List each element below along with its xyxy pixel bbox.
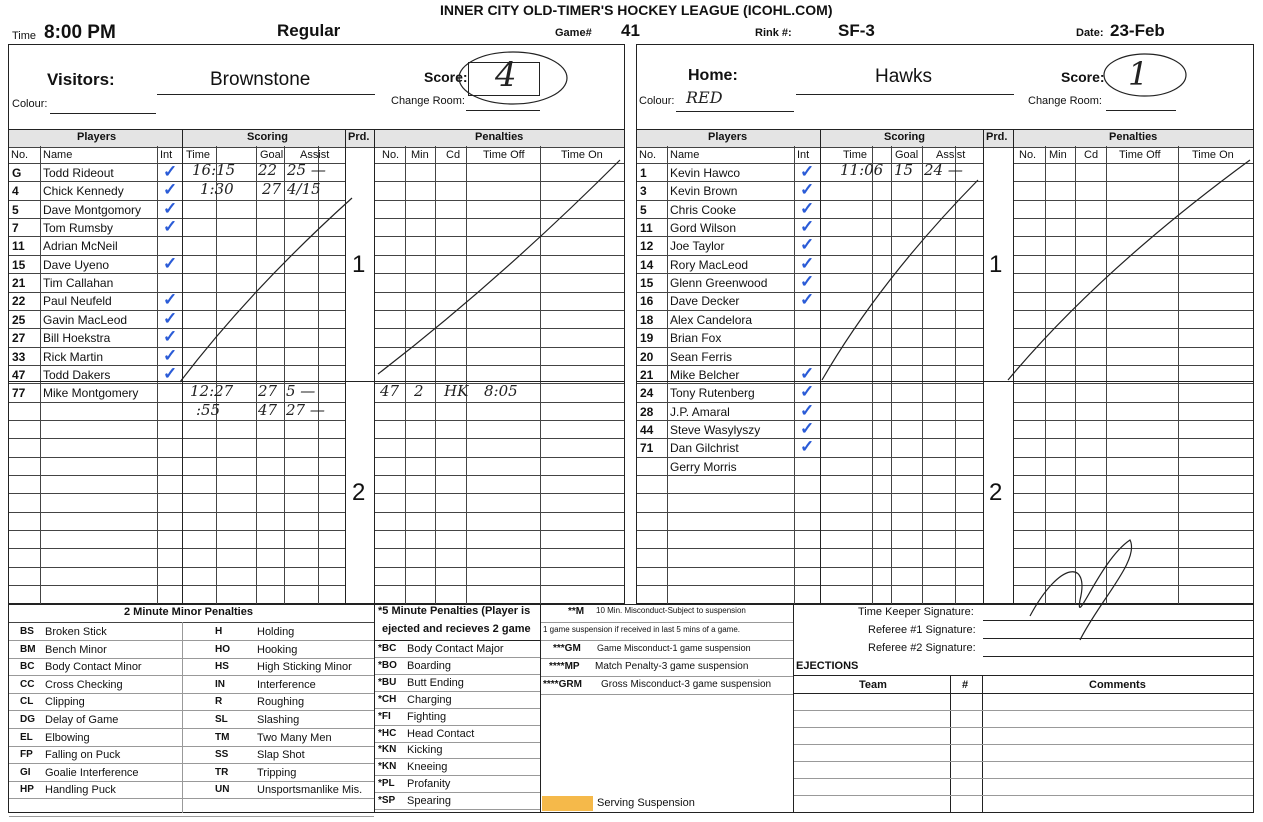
ejections-title: EJECTIONS <box>796 660 859 672</box>
row-line <box>794 710 1253 711</box>
v-col-min: Min <box>411 149 429 161</box>
v-penalties-header: Penalties <box>475 131 524 143</box>
penalty-label: Cross Checking <box>45 678 123 691</box>
checkmark-icon: ✓ <box>800 253 815 273</box>
checkmark-icon: ✓ <box>163 217 178 237</box>
penalty-label: Handling Puck <box>45 784 116 797</box>
misconduct-mp-code: ****MP <box>549 661 580 672</box>
row-line <box>541 676 793 677</box>
player-name: Mike Belcher <box>670 367 740 382</box>
ejections-col-team: Team <box>859 679 887 691</box>
v-col-name: Name <box>43 149 73 161</box>
player-number: 19 <box>640 331 654 346</box>
player-name: Todd Dakers <box>43 367 111 382</box>
player-number: 1 <box>640 166 647 180</box>
penalty-label: Slashing <box>257 714 300 726</box>
player-number: 3 <box>640 184 647 199</box>
penalty-code: BS <box>20 626 34 637</box>
penalty-code: *CH <box>378 693 397 705</box>
rink-label: Rink #: <box>755 27 792 39</box>
player-name: Alex Candelora <box>670 312 753 327</box>
penalty-code: HP <box>20 784 34 796</box>
penalty-label: Goalie Interference <box>45 766 139 779</box>
h-col-int: Int <box>797 149 810 161</box>
checkmark-icon: ✓ <box>800 437 815 457</box>
penalty-code: SL <box>215 714 228 725</box>
v-col-int: Int <box>160 149 173 161</box>
game-type: Regular <box>277 21 341 40</box>
v-goal1-time: 16:15 <box>192 161 236 179</box>
checkmark-icon: ✓ <box>800 363 815 383</box>
checkmark-icon: ✓ <box>800 290 815 310</box>
v-goal4-time: :55 <box>196 401 221 419</box>
row-line <box>541 658 793 659</box>
player-number: 77 <box>12 386 26 401</box>
player-name: Brian Fox <box>670 331 722 346</box>
row-line <box>541 640 793 641</box>
misconduct-m-text2: 1 game suspension if received in last 5 mins of a game. <box>543 625 740 634</box>
player-number: 15 <box>640 276 654 291</box>
penalty-code: IN <box>215 678 225 690</box>
penalty-code: HO <box>215 643 230 655</box>
h-scoring-header: Scoring <box>884 131 925 143</box>
player-number: 18 <box>640 312 654 327</box>
v-goal3-time: 12:27 <box>190 382 234 400</box>
rink-value: SF-3 <box>838 21 875 40</box>
player-name: Rick Martin <box>43 349 104 364</box>
misconduct-mp-text: Match Penalty-3 game suspension <box>595 661 749 672</box>
player-number: 47 <box>12 367 26 382</box>
penalty-code: TR <box>215 766 229 778</box>
v-goal3-assist: 5 — <box>286 382 316 400</box>
v-goal2-assist: 4/15 <box>287 180 321 198</box>
penalty-code: BM <box>20 643 36 655</box>
player-number: 28 <box>640 404 654 419</box>
row-line <box>375 640 540 641</box>
player-name: Gord Wilson <box>670 221 737 236</box>
penalty-code: *HC <box>378 727 397 739</box>
game-label: Game# <box>555 27 592 39</box>
h-col-timeoff: Time Off <box>1119 149 1161 161</box>
penalty-label: Delay of Game <box>45 714 119 726</box>
v-col-cd: Cd <box>446 149 461 161</box>
penalty-label: High Sticking Minor <box>257 661 352 674</box>
minor-title: 2 Minute Minor Penalties <box>124 606 253 618</box>
player-name: Tom Rumsby <box>43 221 114 236</box>
penalty-label: Falling on Puck <box>45 749 121 762</box>
penalty-code: HS <box>215 661 229 673</box>
penalty-code: H <box>215 626 223 637</box>
serving-label: Serving Suspension <box>597 797 695 809</box>
v-col-timeon: Time On <box>561 149 603 161</box>
v-col-assist: Assist <box>300 149 330 161</box>
h-prd-header: Prd. <box>986 131 1008 143</box>
penalty-label: Interference <box>257 678 316 691</box>
penalty-code: UN <box>215 784 230 796</box>
h-col-no: No. <box>639 149 657 161</box>
penalty-label: Broken Stick <box>45 626 107 638</box>
player-number: 14 <box>640 257 654 272</box>
penalty-label: Holding <box>257 626 295 638</box>
player-number: 33 <box>12 349 26 364</box>
penalty-label: Profanity <box>407 778 451 791</box>
player-number: 44 <box>640 422 654 437</box>
player-number: 71 <box>640 441 654 456</box>
checkmark-icon: ✓ <box>800 382 815 402</box>
penalty-label: Boarding <box>407 659 452 672</box>
player-name: Gavin MacLeod <box>43 312 128 327</box>
penalty-code: *BO <box>378 659 397 671</box>
penalty-label: Head Contact <box>407 727 475 740</box>
misconduct-gm-text: Game Misconduct-1 game suspension <box>597 643 751 653</box>
row-line <box>9 693 374 694</box>
penalty-code: GI <box>20 766 31 778</box>
player-name: Sean Ferris <box>670 349 733 364</box>
checkmark-icon: ✓ <box>800 400 815 420</box>
h-col-assist: Assist <box>936 149 966 161</box>
penalty-code: *BC <box>378 643 397 654</box>
v-pen1-cd: HK <box>444 382 469 400</box>
player-number: 22 <box>12 294 26 309</box>
checkmark-icon: ✓ <box>800 418 815 438</box>
player-number: 5 <box>640 202 647 217</box>
row-line <box>794 727 1253 728</box>
game-date: 23-Feb <box>1110 21 1165 40</box>
timekeeper-label: Time Keeper Signature: <box>858 606 974 618</box>
row-line <box>375 708 540 709</box>
date-label: Date: <box>1076 27 1104 39</box>
game-number: 41 <box>621 21 640 40</box>
player-name: Glenn Greenwood <box>670 276 768 291</box>
checkmark-icon: ✓ <box>163 290 178 310</box>
row-line <box>541 694 793 695</box>
v-prd-header: Prd. <box>348 131 370 143</box>
player-name: Dave Decker <box>670 294 740 309</box>
row-line <box>9 640 374 641</box>
row-line <box>9 816 374 817</box>
player-number: 21 <box>640 367 654 382</box>
player-number: 5 <box>12 202 19 217</box>
player-number: 12 <box>640 239 654 254</box>
penalty-code: TM <box>215 731 230 743</box>
h-goal1-assist: 24 — <box>924 161 963 179</box>
player-name: Chick Kennedy <box>43 184 124 199</box>
misconduct-m-code: **M <box>568 606 585 617</box>
checkmark-icon: ✓ <box>163 327 178 347</box>
player-number: 4 <box>12 184 19 199</box>
player-name: Paul Neufeld <box>43 294 112 309</box>
h-goal1-goal: 15 <box>894 161 914 179</box>
visitors-colour-label: Colour: <box>12 98 48 110</box>
penalty-label: Two Many Men <box>257 731 332 744</box>
row-line <box>9 658 374 659</box>
penalty-code: SS <box>215 749 229 761</box>
v-col-no: No. <box>11 149 29 161</box>
v-goal1-assist: 25 — <box>287 161 326 179</box>
player-number: 20 <box>640 349 654 364</box>
h-period-1: 1 <box>989 251 1003 278</box>
penalty-code: EL <box>20 731 33 743</box>
home-team[interactable]: Hawks <box>875 66 933 87</box>
player-number: 11 <box>640 221 653 236</box>
home-colour-label: Colour: <box>639 95 675 107</box>
h-goal1-time: 11:06 <box>840 161 884 179</box>
v-col-timeoff: Time Off <box>483 149 525 161</box>
penalty-code: *FI <box>378 710 391 722</box>
row-line <box>9 781 374 782</box>
major-title-1: *5 Minute Penalties (Player is <box>378 605 531 617</box>
player-number: 7 <box>12 221 19 236</box>
row-line <box>794 795 1253 796</box>
checkmark-icon: ✓ <box>800 235 815 255</box>
row-line <box>794 778 1253 779</box>
player-name: Tony Rutenberg <box>670 386 755 401</box>
penalty-label: Slap Shot <box>257 749 305 762</box>
ejections-col-comments: Comments <box>1089 679 1146 691</box>
v-col-time: Time <box>186 149 211 161</box>
penalty-label: Butt Ending <box>407 676 464 689</box>
penalty-label: Clipping <box>45 696 85 709</box>
v-pen1-min: 2 <box>414 382 424 400</box>
checkmark-icon: ✓ <box>800 272 815 292</box>
player-number: 27 <box>12 331 26 346</box>
row-line <box>541 622 793 623</box>
h-col-goal: Goal <box>895 149 919 161</box>
player-name: Mike Montgomery <box>43 386 139 401</box>
v-pen1-timeoff: 8:05 <box>484 382 518 400</box>
ref1-label: Referee #1 Signature: <box>868 624 976 636</box>
v-goal4-assist: 27 — <box>286 401 325 419</box>
checkmark-icon: ✓ <box>800 217 815 237</box>
visitors-label: Visitors: <box>47 70 115 89</box>
penalty-code: CC <box>20 678 35 690</box>
misconduct-grm-text: Gross Misconduct-3 game suspension <box>601 679 772 690</box>
home-change-room-label: Change Room: <box>1028 95 1102 107</box>
penalty-label: Hooking <box>257 643 298 656</box>
game-time: 8:00 PM <box>44 22 116 43</box>
row-line <box>9 728 374 729</box>
row-line <box>375 742 540 743</box>
row-line <box>794 761 1253 762</box>
checkmark-icon: ✓ <box>163 253 178 273</box>
row-line <box>9 675 374 676</box>
checkmark-icon: ✓ <box>163 363 178 383</box>
col-line <box>182 622 183 813</box>
penalty-label: Bench Minor <box>45 643 107 656</box>
penalty-label: Body Contact Minor <box>45 661 142 674</box>
player-name: Dave Uyeno <box>43 257 110 272</box>
visitors-score-label: Score: <box>424 69 468 85</box>
h-col-min: Min <box>1049 149 1067 161</box>
misconduct-gm-code: ***GM <box>553 643 581 654</box>
h-penalties-header: Penalties <box>1109 131 1158 143</box>
penalty-label: Body Contact Major <box>407 643 504 655</box>
player-number: 16 <box>640 294 654 309</box>
v-period-2: 2 <box>352 479 366 506</box>
visitors-change-room-label: Change Room: <box>391 95 465 107</box>
row-line <box>9 798 374 799</box>
v-goal3-goal: 27 <box>258 382 278 400</box>
home-label: Home: <box>688 67 738 84</box>
player-number: 11 <box>12 239 25 254</box>
checkmark-icon: ✓ <box>800 162 815 181</box>
penalty-label: Elbowing <box>45 731 90 744</box>
player-name: Joe Taylor <box>670 239 725 254</box>
penalty-code: *KN <box>378 761 397 773</box>
home-score-label: Score: <box>1061 69 1105 85</box>
player-name: Kevin Brown <box>670 184 738 199</box>
checkmark-icon: ✓ <box>163 162 178 181</box>
checkmark-icon: ✓ <box>163 308 178 328</box>
major-title-2: ejected and recieves 2 game <box>382 623 531 635</box>
player-name: Bill Hoekstra <box>43 331 111 346</box>
row-line <box>375 725 540 726</box>
checkmark-icon: ✓ <box>163 345 178 365</box>
row-line <box>375 809 540 810</box>
penalty-code: *SP <box>378 795 396 807</box>
ejections-col-num: # <box>962 679 969 691</box>
player-name: Rory MacLeod <box>670 257 749 272</box>
h-players-header: Players <box>708 131 748 143</box>
penalty-label: Fighting <box>407 710 447 723</box>
penalty-code: BC <box>20 661 35 673</box>
row-line <box>9 710 374 711</box>
visitors-team[interactable]: Brownstone <box>210 69 311 90</box>
penalty-label: Charging <box>407 693 452 706</box>
h-col-name: Name <box>670 149 700 161</box>
h-col-time: Time <box>843 149 868 161</box>
player-number: G <box>12 166 22 180</box>
row-line <box>375 657 540 658</box>
v-pen1-no: 47 <box>380 382 400 400</box>
player-name: Gerry Morris <box>670 459 737 474</box>
row-line <box>375 758 540 759</box>
checkmark-icon: ✓ <box>163 180 178 200</box>
ref2-label: Referee #2 Signature: <box>868 642 976 654</box>
checkmark-icon: ✓ <box>800 180 815 200</box>
player-name: Kevin Hawco <box>670 166 741 180</box>
penalty-label: Kicking <box>407 744 443 757</box>
row-line <box>375 674 540 675</box>
penalty-label: Roughing <box>257 696 305 709</box>
league-title: INNER CITY OLD-TIMER'S HOCKEY LEAGUE (ICOHL.COM) <box>440 2 833 18</box>
penalty-code: CL <box>20 696 34 708</box>
row-line <box>375 775 540 776</box>
penalty-label: Unsportsmanlike Mis. <box>257 784 363 797</box>
player-number: 24 <box>640 386 654 401</box>
misconduct-m-text: 10 Min. Misconduct-Subject to suspension <box>596 606 746 615</box>
home-score: 1 <box>1128 55 1149 93</box>
h-period-2: 2 <box>989 479 1003 506</box>
v-goal2-time: 1:30 <box>200 180 234 198</box>
player-name: Todd Rideout <box>43 166 114 180</box>
row-line <box>794 744 1253 745</box>
player-name: J.P. Amaral <box>670 404 730 419</box>
v-col-goal: Goal <box>260 149 284 161</box>
row-line <box>375 691 540 692</box>
v-goal2-goal: 27 <box>262 180 282 198</box>
penalty-label: Spearing <box>407 795 452 808</box>
player-number: 21 <box>12 276 26 291</box>
time-label: Time <box>12 30 37 42</box>
v-col-pno: No. <box>382 149 400 161</box>
penalty-code: FP <box>20 749 33 761</box>
serving-swatch <box>542 796 593 811</box>
checkmark-icon: ✓ <box>163 198 178 218</box>
v-period-1: 1 <box>352 251 366 278</box>
penalty-label: Kneeing <box>407 761 448 774</box>
player-name: Chris Cooke <box>670 202 737 217</box>
v-players-header: Players <box>77 131 117 143</box>
v-goal4-goal: 47 <box>258 401 278 419</box>
penalty-label: Tripping <box>257 766 297 779</box>
row-line <box>9 746 374 747</box>
player-name: Tim Callahan <box>43 276 114 291</box>
checkmark-icon: ✓ <box>800 198 815 218</box>
v-goal1-goal: 22 <box>258 161 278 179</box>
player-number: 15 <box>12 257 26 272</box>
h-col-pno: No. <box>1019 149 1037 161</box>
h-col-cd: Cd <box>1084 149 1099 161</box>
player-name: Dave Montgomory <box>43 202 142 217</box>
player-name: Dan Gilchrist <box>670 441 739 456</box>
player-number: 25 <box>12 312 26 327</box>
v-scoring-header: Scoring <box>247 131 288 143</box>
penalty-code: *BU <box>378 676 397 688</box>
penalty-code: *KN <box>378 744 397 756</box>
misconduct-grm-code: ****GRM <box>543 679 582 690</box>
player-name: Steve Wasylyszy <box>670 422 761 437</box>
penalty-code: *PL <box>378 778 395 790</box>
h-col-timeon: Time On <box>1192 149 1234 161</box>
penalty-code: R <box>215 696 223 708</box>
row-line <box>375 792 540 793</box>
row-line <box>9 763 374 764</box>
penalty-code: DG <box>20 714 35 725</box>
player-name: Adrian McNeil <box>43 239 118 254</box>
visitors-score: 4 <box>495 55 517 95</box>
home-colour: RED <box>686 88 723 107</box>
